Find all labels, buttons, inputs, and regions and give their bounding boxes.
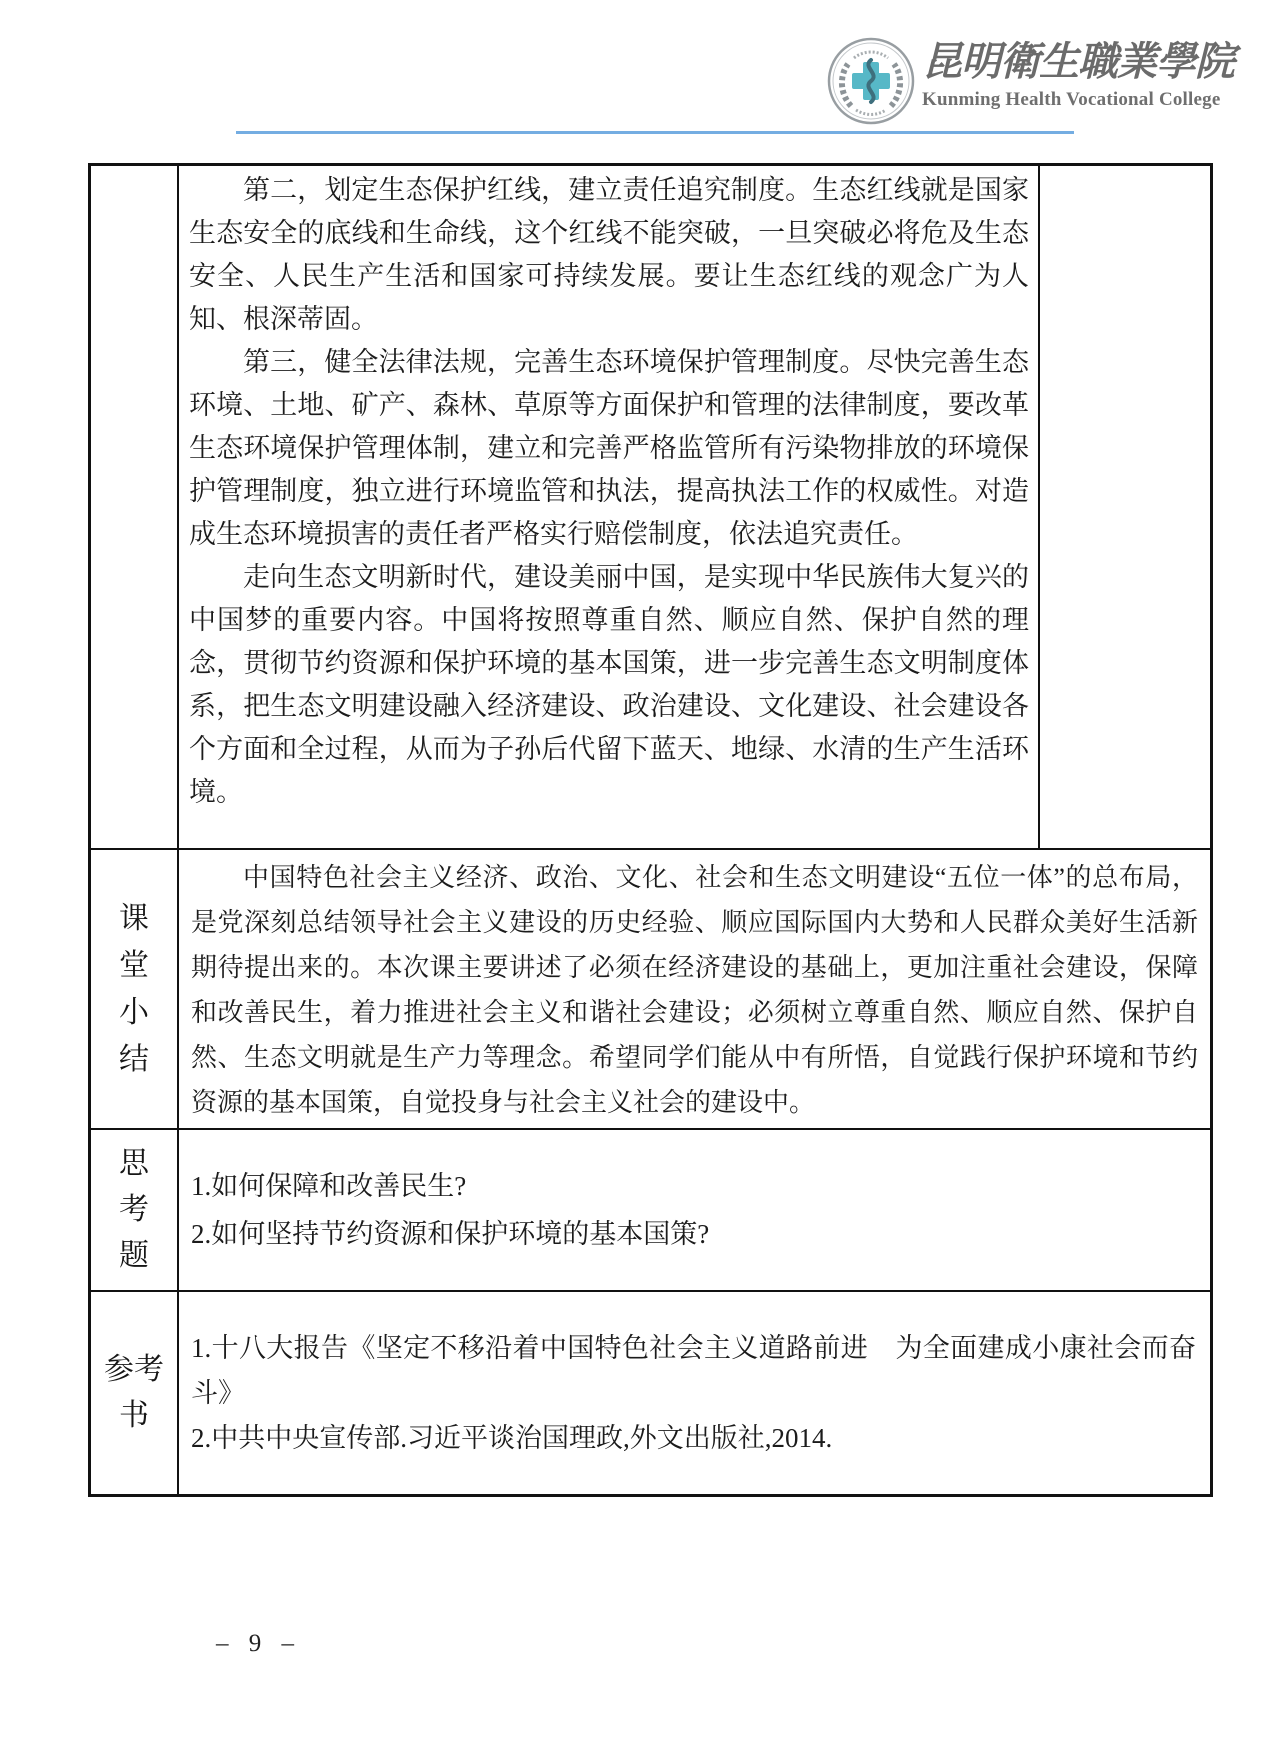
college-seal-svg xyxy=(826,36,916,126)
label-char: 堂 xyxy=(119,949,149,982)
question-item: 1.如何保障和改善民生? xyxy=(191,1171,467,1201)
label-char: 结 xyxy=(119,1043,149,1076)
header-titles xyxy=(922,38,1252,111)
row-label-thinking-questions xyxy=(91,1130,177,1290)
lecture-paragraph: 第三，健全法律法规，完善生态环境保护管理制度。尽快完善生态环境、土地、矿产、森林、草原等方面保护和管理的法律制度，要改革生态环境保护管理体制，建立和完善严格监管所有污染物排放的环境保护管理制度，独立进行环境监管和执法，提高执法工作的权威性。对造成生态环境损害的责任者严格实行赔偿制度，依法追究责任。 xyxy=(189,347,1029,549)
header-divider-line xyxy=(236,131,1074,134)
reference-item: 1.十八大报告《坚定不移沿着中国特色社会主义道路前进 为全面建成小康社会而奋斗》 xyxy=(191,1332,1196,1408)
class-summary-cell xyxy=(179,850,1210,1128)
question-item: 2.如何坚持节约资源和保护环境的基本国策? xyxy=(191,1219,710,1249)
thinking-questions-cell xyxy=(179,1130,1210,1290)
college-calligraphy-title: 昆明衛生職業學院 xyxy=(922,39,1234,84)
reference-books-cell xyxy=(179,1292,1210,1494)
class-summary-text: 中国特色社会主义经济、政治、文化、社会和生态文明建设“五位一体”的总布局，是党深刻总结领导社会主义建设的历史经验、顺应国际国内大势和人民群众美好生活新期待提出来的。本次课主要讲述了必须在经济建设的基础上，更加注重社会建设，保障和改善民生，着力推进社会主义和谐社会建设；必须树立尊重自然、顺应自然、保护自然、生态文明就是生产力等理念。希望同学们能从中有所悟，自觉践行保护环境和节约资源的基本国策，自觉投身与社会主义社会的建设中。 xyxy=(191,863,1198,1117)
label-char: 课 xyxy=(119,902,149,935)
page-number: – 9 – xyxy=(216,1630,301,1657)
row-label-reference-books xyxy=(91,1292,177,1494)
row1-right-column-divider xyxy=(1038,166,1040,848)
label-char: 参考 xyxy=(104,1353,164,1386)
label-char: 考 xyxy=(119,1193,149,1226)
lecture-paragraph: 第二，划定生态保护红线，建立责任追究制度。生态红线就是国家生态安全的底线和生命线，这个红线不能突破，一旦突破必将危及生态安全、人民生产生活和国家可持续发展。要让生态红线的观念广为人知、根深蒂固。 xyxy=(189,175,1029,334)
label-char: 小 xyxy=(119,996,149,1029)
label-char: 题 xyxy=(119,1239,149,1272)
lecture-content-cell xyxy=(179,166,1038,848)
label-char: 书 xyxy=(119,1399,149,1432)
lecture-paragraph: 走向生态文明新时代，建设美丽中国，是实现中华民族伟大复兴的中国梦的重要内容。中国将按照尊重自然、顺应自然、保护自然的理念，贯彻节约资源和保护环境的基本国策，进一步完善生态文明制度体系，把生态文明建设融入经济建设、政治建设、文化建设、社会建设各个方面和全过程，从而为子孙后代留下蓝天、地绿、水清的生产生活环境。 xyxy=(189,562,1029,807)
lesson-plan-table xyxy=(88,163,1213,1497)
row-label-class-summary xyxy=(91,850,177,1128)
college-english-title: Kunming Health Vocational College xyxy=(922,89,1221,110)
label-char: 思 xyxy=(119,1147,149,1180)
reference-item: 2.中共中央宣传部.习近平谈治国理政,外文出版社,2014. xyxy=(191,1422,833,1453)
college-seal-icon xyxy=(826,36,916,126)
